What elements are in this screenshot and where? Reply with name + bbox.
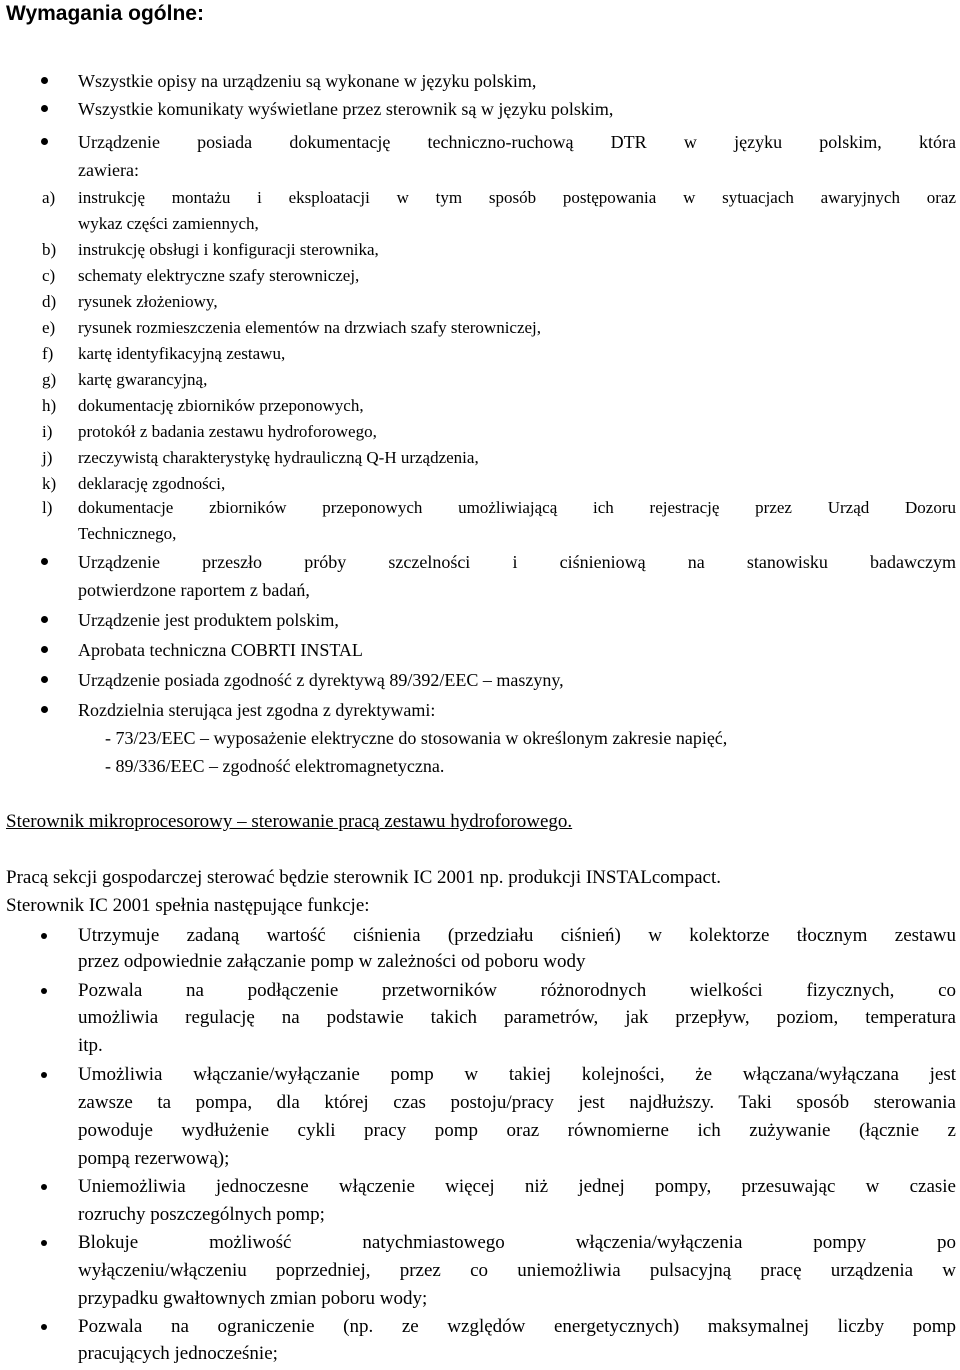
directive-item: - 89/336/EEC – zgodność elektromagnetyczna. <box>105 756 445 776</box>
section-heading: Sterownik mikroprocesorowy – sterowanie pracą zestawu hydroforowego. <box>6 811 573 832</box>
list-item: Uniemożliwia jednoczesne włączenie więcej niż jednej pompy, przesuwając w czasie <box>78 1176 956 1197</box>
item-letter: b) <box>42 240 57 259</box>
bullet-icon <box>41 1184 47 1190</box>
bullet-icon <box>41 676 48 683</box>
list-item: Aprobata techniczna COBRTI INSTAL <box>78 640 363 660</box>
item-letter: g) <box>42 370 57 389</box>
list-item: Blokuje możliwość natychmiastowego włączenia/wyłączenia pompy po <box>78 1232 956 1253</box>
bullet-icon <box>41 558 48 565</box>
bullet-icon <box>41 706 48 713</box>
list-item: dokumentację zbiorników przeponowych, <box>78 396 364 415</box>
item-letter: d) <box>42 292 57 311</box>
item-letter: c) <box>42 266 56 285</box>
bullet-icon <box>41 616 48 623</box>
list-item-continuation: zawsze ta pompa, dla której czas postoju/pracy jest najdłuższy. Taki sposób sterowania <box>78 1092 956 1113</box>
list-item: rysunek rozmieszczenia elementów na drzwiach szafy sterowniczej, <box>78 318 542 337</box>
list-item-continuation: Technicznego, <box>78 524 177 543</box>
list-item: Pozwala na ograniczenie (np. ze względów energetycznych) maksymalnej liczby pomp <box>78 1316 956 1337</box>
item-letter: l) <box>42 498 53 517</box>
paragraph: Pracą sekcji gospodarczej sterować będzie sterownik IC 2001 np. produkcji INSTALcompact. <box>6 867 721 888</box>
list-item: Urządzenie jest produktem polskim, <box>78 610 339 630</box>
list-item: rysunek złożeniowy, <box>78 292 218 311</box>
list-item-continuation: przypadku gwałtownych zmian poboru wody; <box>78 1288 428 1309</box>
list-item-continuation: wykaz części zamiennych, <box>78 214 259 233</box>
list-item: kartę identyfikacyjną zestawu, <box>78 344 286 363</box>
list-item-continuation: itp. <box>78 1035 103 1056</box>
bullet-icon <box>41 988 47 994</box>
list-item: protokół z badania zestawu hydroforowego, <box>78 422 377 441</box>
list-item-continuation: zawiera: <box>78 160 139 180</box>
bullet-icon <box>41 646 48 653</box>
bullet-icon <box>41 1324 47 1330</box>
list-item: Urządzenie posiada zgodność z dyrektywą 89/392/EEC – maszyny, <box>78 670 564 690</box>
list-item-continuation: powoduje wydłużenie cykli pracy pomp oraz równomierne ich zużywanie (łącznie z <box>78 1120 956 1141</box>
bullet-icon <box>41 138 48 145</box>
list-item-continuation: potwierdzone raportem z badań, <box>78 580 310 600</box>
list-item-continuation: pracujących jednocześnie; <box>78 1343 278 1364</box>
list-item: schematy elektryczne szafy sterowniczej, <box>78 266 360 285</box>
list-item: Urządzenie przeszło próby szczelności i ciśnieniową na stanowisku badawczym <box>78 552 956 572</box>
list-item-continuation: wyłączeniu/włączeniu poprzedniej, przez co uniemożliwia pulsacyjną pracę urządzenia w <box>78 1260 956 1281</box>
list-item-continuation: pompą rezerwową); <box>78 1148 230 1169</box>
list-item-continuation: przez odpowiednie załączanie pomp w zależności od poboru wody <box>78 951 586 972</box>
item-letter: i) <box>42 422 53 441</box>
paragraph: Sterownik IC 2001 spełnia następujące funkcje: <box>6 895 370 916</box>
list-item-continuation: umożliwia regulację na podstawie takich parametrów, jak przepływ, poziom, temperatura <box>78 1007 956 1028</box>
item-letter: e) <box>42 318 56 337</box>
list-item: rzeczywistą charakterystykę hydrauliczną Q-H urządzenia, <box>78 448 479 467</box>
list-item: Wszystkie opisy na urządzeniu są wykonane w języku polskim, <box>78 71 537 91</box>
list-item: instrukcję obsługi i konfiguracji sterownika, <box>78 240 379 259</box>
item-letter: f) <box>42 344 54 363</box>
section-title: Wymagania ogólne: <box>6 2 204 25</box>
list-item: Pozwala na podłączenie przetworników różnorodnych wielkości fizycznych, co <box>78 980 956 1001</box>
list-item: kartę gwarancyjną, <box>78 370 208 389</box>
bullet-icon <box>41 933 47 939</box>
list-item: instrukcję montażu i eksploatacji w tym sposób postępowania w sytuacjach awaryjnych oraz <box>78 188 956 207</box>
list-item: dokumentacje zbiorników przeponowych umożliwiającą ich rejestrację przez Urząd Dozoru <box>78 498 956 517</box>
list-item: deklarację zgodności, <box>78 474 226 493</box>
directive-item: - 73/23/EEC – wyposażenie elektryczne do stosowania w określonym zakresie napięć, <box>105 728 728 748</box>
item-letter: k) <box>42 474 57 493</box>
bullet-icon <box>41 1240 47 1246</box>
bullet-icon <box>41 77 48 84</box>
item-letter: j) <box>42 448 53 467</box>
list-item: Urządzenie posiada dokumentację techniczno-ruchową DTR w języku polskim, która <box>78 132 956 152</box>
list-item: Utrzymuje zadaną wartość ciśnienia (przedziału ciśnień) w kolektorze tłocznym zestawu <box>78 925 956 946</box>
item-letter: a) <box>42 188 56 207</box>
list-item: Rozdzielnia sterująca jest zgodna z dyrektywami: <box>78 700 436 720</box>
item-letter: h) <box>42 396 57 415</box>
bullet-icon <box>41 1072 47 1078</box>
list-item: Wszystkie komunikaty wyświetlane przez sterownik są w języku polskim, <box>78 99 614 119</box>
list-item-continuation: rozruchy poszczególnych pomp; <box>78 1204 325 1225</box>
list-item: Umożliwia włączanie/wyłączanie pomp w takiej kolejności, że włączana/wyłączana jest <box>78 1064 956 1085</box>
bullet-icon <box>41 105 48 112</box>
